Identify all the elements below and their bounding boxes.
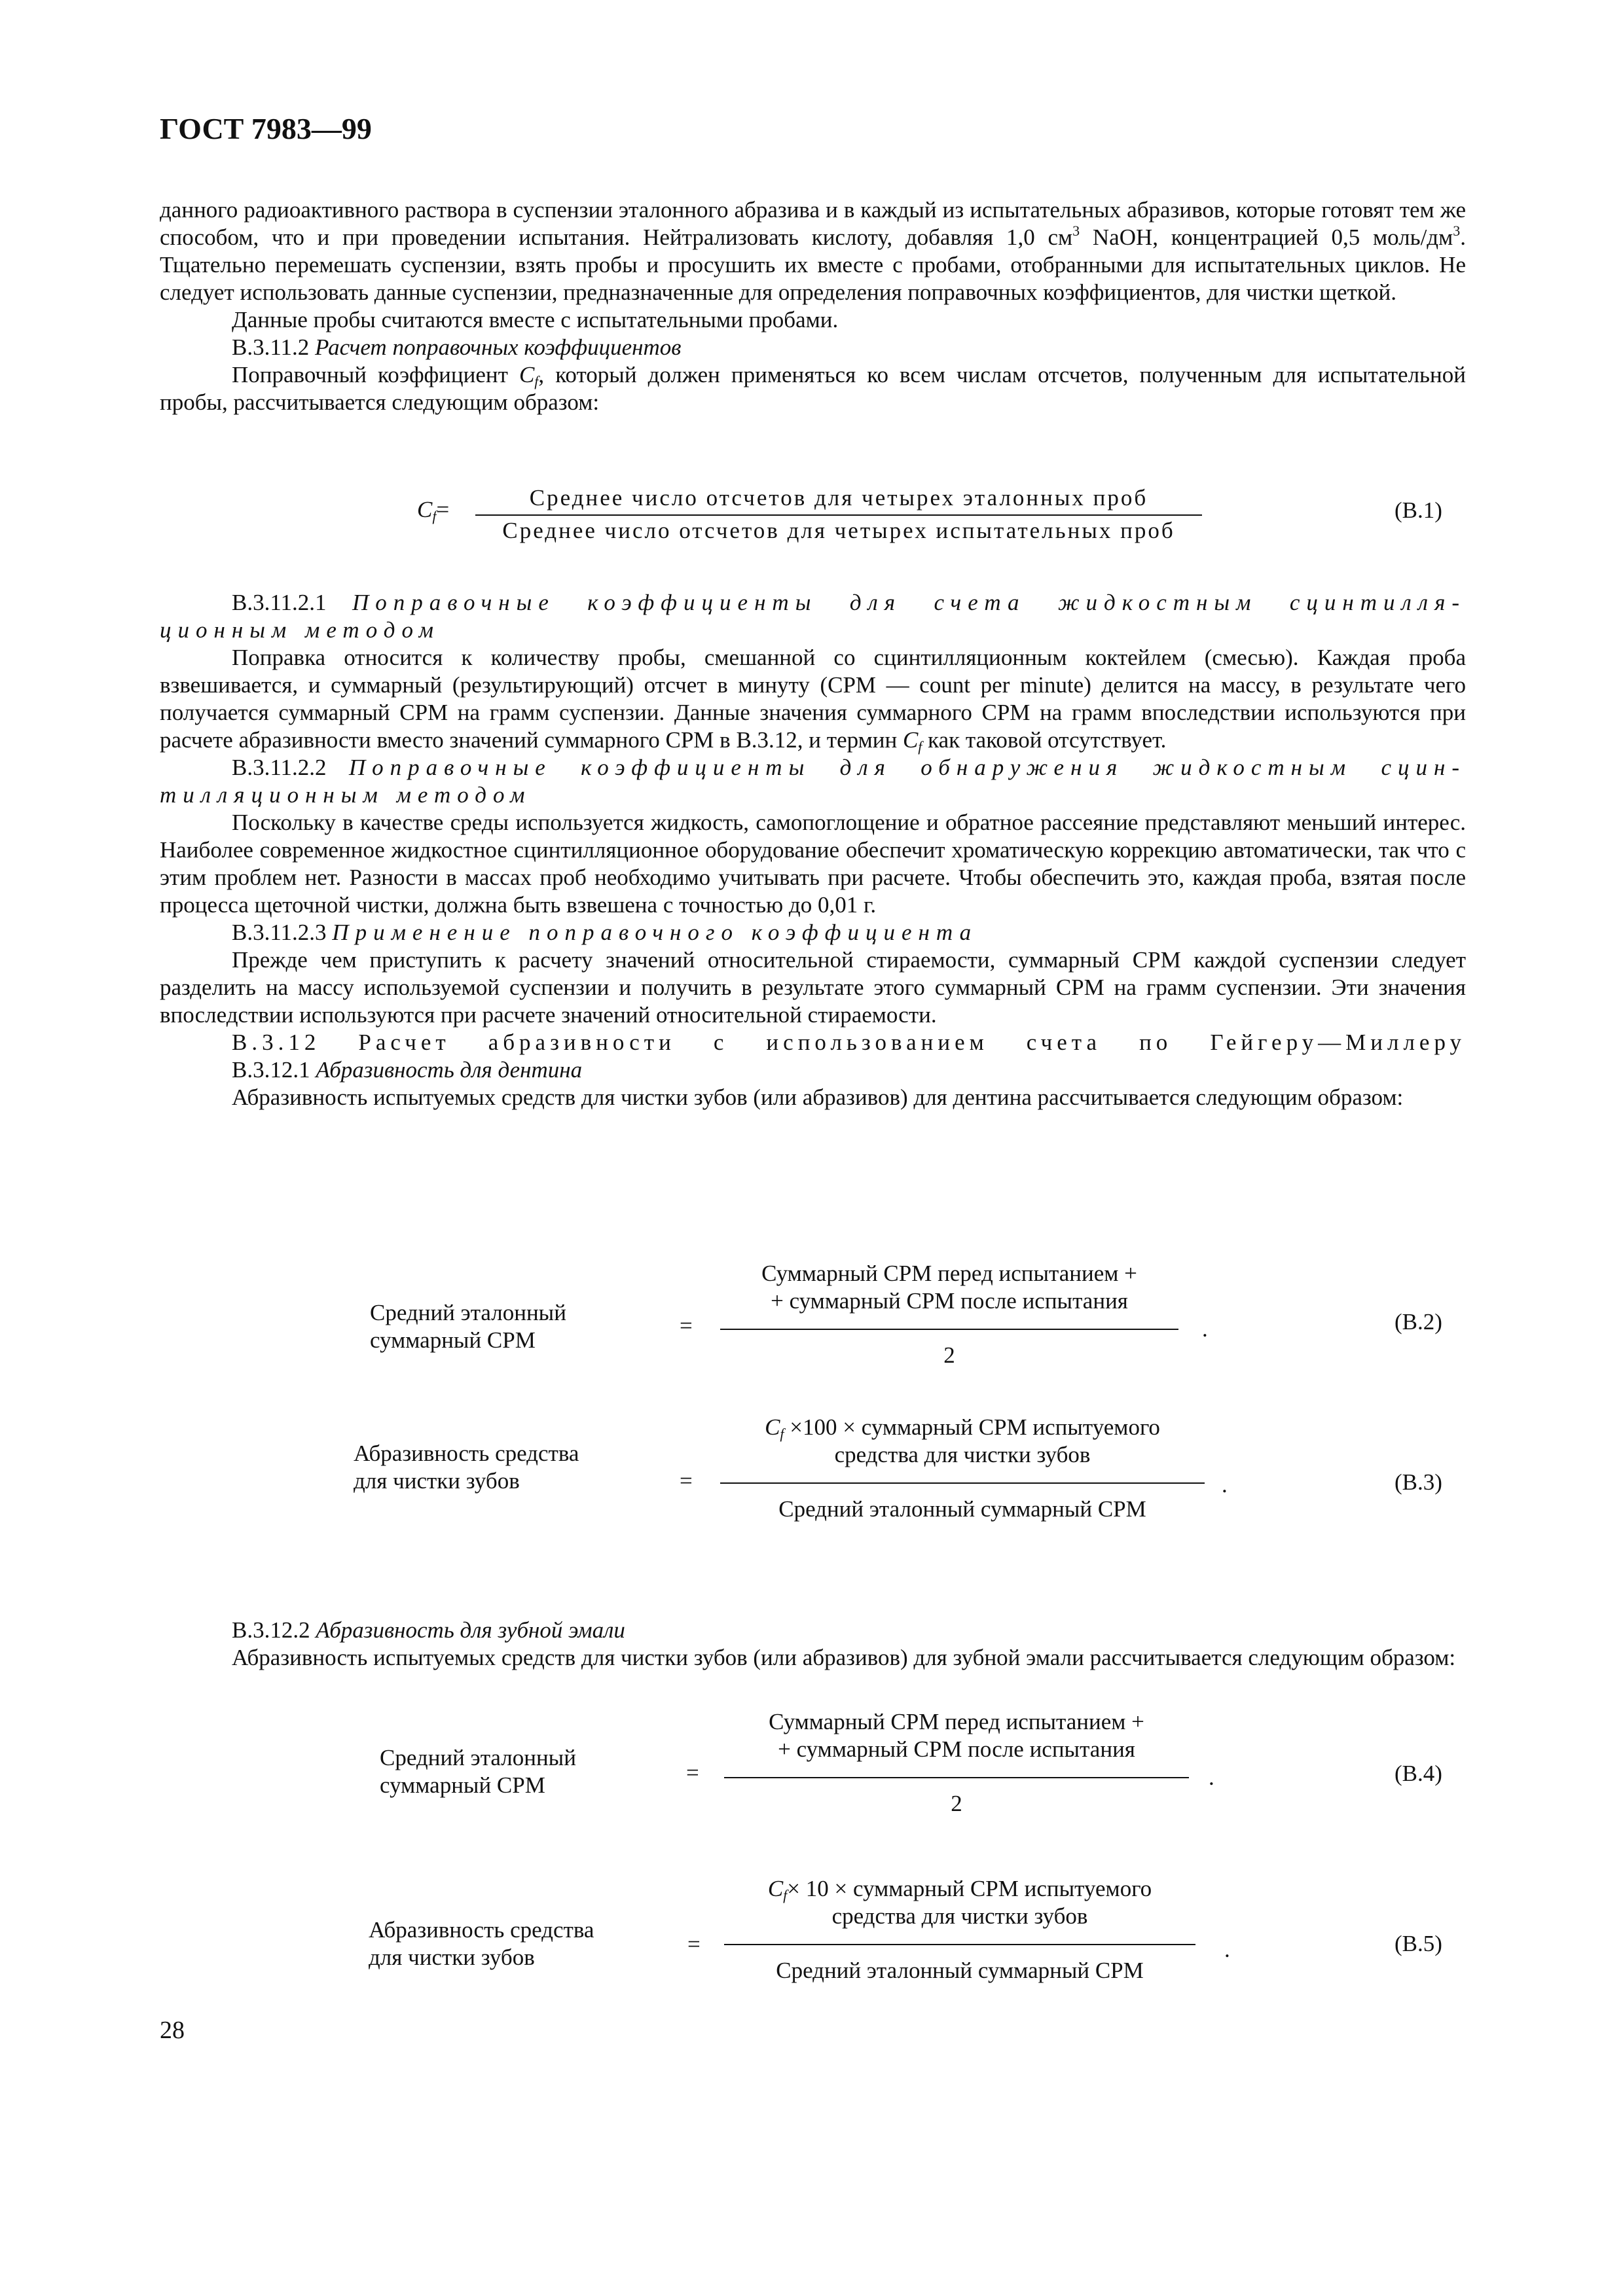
text-run: данного радиоактивного раствора в суспензии эталонного абразива и в каждый из испытательных абразивов, которые готовят тем же способом, что и при проведении испытания. Нейтрализовать кислоту, добавляя 1,0 см bbox=[160, 197, 1466, 250]
paragraph bbox=[160, 361, 1466, 416]
formula-b4-denominator: 2 bbox=[951, 1791, 962, 1816]
text-run: . Тщательно перемешать суспензии, взять пробы и просушить их вместе с пробами, отобранными для испытательных циклов. Не следует использовать данные суспензии, предназначенные для определения поправочных коэффициентов, для чистки щеткой. bbox=[160, 224, 1466, 305]
numerator-line bbox=[720, 1414, 1205, 1441]
section-title-cont: ционным методом bbox=[160, 617, 440, 643]
section-title: Абразивность для дентина bbox=[316, 1057, 583, 1083]
lhs-line: суммарный CPM bbox=[380, 1772, 545, 1798]
paragraph bbox=[160, 644, 1466, 754]
formula-b3-denominator: Средний эталонный суммарный CPM bbox=[778, 1496, 1146, 1522]
lower-block bbox=[160, 1617, 1466, 1672]
page-number: 28 bbox=[160, 2017, 185, 2044]
section-heading-b31123 bbox=[160, 919, 1466, 946]
section-title: Поправочные коэффициенты для счета жидкостным сцинтилля- bbox=[352, 590, 1466, 615]
section-number: B.3.12.2 bbox=[232, 1617, 316, 1643]
section-heading-b312: B.3.12 Расчет абразивности с использованием счета по Гейгеру—Миллеру bbox=[232, 1030, 1466, 1055]
fraction-line bbox=[475, 514, 1202, 516]
section-title: Расчет поправочных коэффициентов bbox=[315, 334, 682, 360]
document-header: ГОСТ 7983—99 bbox=[160, 112, 372, 145]
text-run: Поправка относится к количеству пробы, смешанной со сцинтилляционным коктейлем (смесью). Каждая проба взвешивается, и суммарный (результирующий) отсчет в минуту (CPM — count per minute) делится на массу, в результате чего получается суммарный CPM на грамм суспензии. Данные значения суммарного CPM на грамм впоследствии используются при расчете абразивности вместо значений суммарного CPM в B.3.12, и термин bbox=[160, 645, 1466, 753]
superscript: 3 bbox=[1453, 223, 1461, 239]
numerator-line: + суммарный CPM после испытания bbox=[771, 1288, 1128, 1314]
section-title: Применение поправочного коэффициента bbox=[332, 920, 978, 945]
period: . bbox=[1224, 1937, 1230, 1962]
numerator-line: Суммарный CPM перед испытанием + bbox=[769, 1709, 1144, 1734]
subscript: f bbox=[432, 508, 437, 524]
paragraph: Абразивность испытуемых средств для чистки зубов (или абразивов) для зубной эмали рассчитывается следующим образом: bbox=[232, 1645, 1456, 1670]
period: . bbox=[1222, 1472, 1228, 1498]
paragraph: Поскольку в качестве среды используется жидкость, самопоглощение и обратное рассеяние представляют меньший интерес. Наиболее современное жидкостное сцинтилляционное оборудование обеспечит хроматическую коррекцию автоматически, так что с этим проблем нет. Разности в массах проб необходимо учитывать при расчете. Чтобы обеспечить это, каждая проба, взятая после процесса щеточной чистки, должна быть взвешена с точностью до 0,01 г. bbox=[160, 810, 1466, 918]
numerator-line: Суммарный CPM перед испытанием + bbox=[761, 1261, 1137, 1286]
section-title-cont: тилляционным методом bbox=[160, 782, 532, 808]
subscript: f bbox=[918, 738, 922, 755]
text-run: как таковой отсутствует. bbox=[922, 727, 1167, 753]
section-title: Поправочные коэффициенты для обнаружения жидкостным сцин- bbox=[348, 755, 1466, 780]
section-heading-b3121 bbox=[160, 1056, 1466, 1084]
lhs-line: для чистки зубов bbox=[369, 1945, 535, 1970]
middle-block bbox=[160, 589, 1466, 1111]
text-run: NaOH, концентрацией 0,5 моль/дм bbox=[1080, 224, 1453, 250]
period: . bbox=[1209, 1765, 1214, 1790]
section-number: B.3.11.2.3 bbox=[232, 920, 333, 945]
fraction-line bbox=[724, 1777, 1189, 1778]
lhs-line: для чистки зубов bbox=[354, 1468, 520, 1494]
formula-b2-numerator bbox=[720, 1260, 1178, 1315]
formula-b2-denominator: 2 bbox=[943, 1342, 955, 1368]
formula-b5-denominator: Средний эталонный суммарный CPM bbox=[776, 1958, 1144, 1983]
intro-block bbox=[160, 196, 1466, 416]
paragraph: Данные пробы считаются вместе с испытательными пробами. bbox=[232, 307, 839, 332]
text-run: , который должен применяться ко всем числам отсчетов, полученным для испытательной пробы, рассчитывается следующим образом: bbox=[160, 362, 1466, 415]
equation-number: (B.5) bbox=[1395, 1931, 1442, 1956]
fraction-line bbox=[724, 1944, 1195, 1945]
symbol-cf: C bbox=[765, 1414, 780, 1440]
numerator-line bbox=[724, 1875, 1195, 1903]
formula-b4-numerator bbox=[724, 1708, 1189, 1763]
equation-number: (B.2) bbox=[1395, 1309, 1442, 1335]
formula-b5-lhs bbox=[369, 1916, 594, 1971]
formula-b1-denominator: Среднее число отсчетов для четырех испытательных проб bbox=[502, 518, 1175, 543]
paragraph: Абразивность испытуемых средств для чистки зубов (или абразивов) для дентина рассчитывается следующим образом: bbox=[232, 1085, 1404, 1110]
equals-sign: = bbox=[680, 1313, 693, 1338]
section-heading-b3112 bbox=[160, 334, 1466, 361]
section-heading-b31122 bbox=[160, 754, 1466, 781]
equation-number: (B.3) bbox=[1395, 1469, 1442, 1495]
equals-sign: = bbox=[686, 1760, 699, 1785]
section-heading-b31121 bbox=[160, 589, 1466, 617]
formula-b3-numerator bbox=[720, 1414, 1205, 1469]
subscript: f bbox=[783, 1887, 788, 1903]
equation-number: (B.1) bbox=[1395, 497, 1442, 523]
formula-b2-lhs bbox=[370, 1299, 566, 1354]
numerator-line: средства для чистки зубов bbox=[831, 1903, 1088, 1929]
section-number: B.3.11.2.1 bbox=[232, 590, 352, 615]
paragraph: Прежде чем приступить к расчету значений относительной стираемости, суммарный CPM каждой суспензии следует разделить на массу используемой суспензии и получить в результате этого суммарный CPM на грамм суспензии. Эти значения впоследствии используются при расчете значений относительной стираемости. bbox=[160, 947, 1466, 1028]
equals-sign: = bbox=[687, 1931, 701, 1957]
period: . bbox=[1202, 1316, 1208, 1342]
superscript: 3 bbox=[1072, 223, 1080, 239]
subscript: f bbox=[534, 373, 539, 389]
text-run: × 10 × суммарный CPM испытуемого bbox=[787, 1876, 1152, 1901]
section-heading-b3122 bbox=[160, 1617, 1466, 1644]
paragraph-continuation bbox=[160, 196, 1466, 306]
fraction-line bbox=[720, 1482, 1205, 1484]
text-run: Поправочный коэффициент bbox=[232, 362, 519, 387]
equation-number: (B.4) bbox=[1395, 1761, 1442, 1786]
formula-b3-lhs bbox=[354, 1440, 579, 1495]
section-number: B.3.11.2 bbox=[232, 334, 316, 360]
equals-sign: = bbox=[680, 1468, 693, 1494]
equals-sign: = bbox=[436, 497, 450, 522]
formula-b5-numerator bbox=[724, 1875, 1195, 1930]
lhs-line: Средний эталонный bbox=[380, 1745, 576, 1770]
fraction-line bbox=[720, 1329, 1178, 1330]
symbol-cf: C bbox=[767, 1876, 784, 1901]
section-title: Абразивность для зубной эмали bbox=[316, 1617, 625, 1643]
formula-b1-numerator: Среднее число отсчетов для четырех эталонных проб bbox=[529, 485, 1148, 511]
symbol-cf: C bbox=[519, 362, 535, 387]
text-run: ×100 × суммарный CPM испытуемого bbox=[784, 1414, 1160, 1440]
formula-b4-lhs bbox=[380, 1744, 576, 1799]
formula-b1-lhs bbox=[417, 496, 449, 524]
section-number: B.3.11.2.2 bbox=[232, 755, 349, 780]
symbol-cf: C bbox=[902, 727, 919, 753]
lhs-line: Средний эталонный bbox=[370, 1300, 566, 1325]
numerator-line: средства для чистки зубов bbox=[834, 1442, 1091, 1467]
subscript: f bbox=[780, 1426, 784, 1442]
section-number: B.3.12.1 bbox=[232, 1057, 316, 1083]
lhs-line: Абразивность средства bbox=[354, 1441, 579, 1466]
numerator-line: + суммарный CPM после испытания bbox=[778, 1736, 1135, 1762]
symbol-cf: C bbox=[417, 497, 433, 522]
lhs-line: суммарный CPM bbox=[370, 1327, 536, 1353]
lhs-line: Абразивность средства bbox=[369, 1917, 594, 1943]
